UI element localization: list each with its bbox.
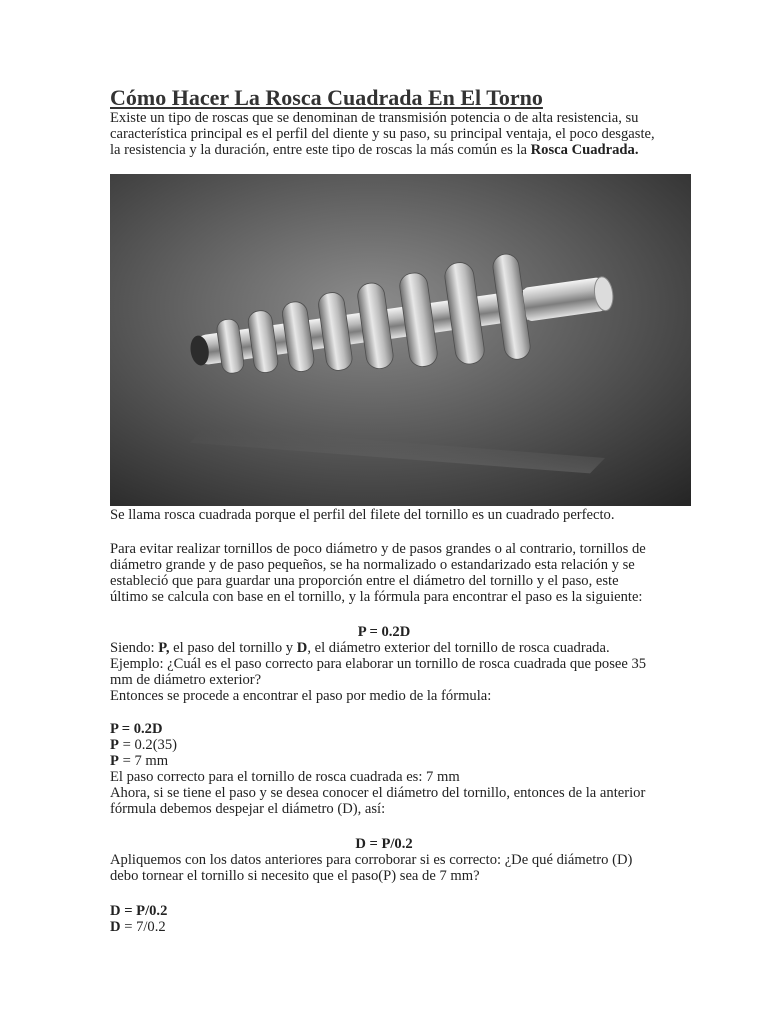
diameter-intro: Ahora, si se tiene el paso y se desea conocer el diámetro del tornillo, entonces de la anterior fórmula debemos despejar el diámetro (D), así: bbox=[110, 785, 646, 817]
calc1-line2-rest: = 0.2(35) bbox=[118, 737, 178, 753]
intro-bold-term: Rosca Cuadrada. bbox=[530, 142, 639, 158]
var-p-label: P, bbox=[158, 640, 170, 656]
calc1-line3-rest: = 7 mm bbox=[118, 753, 169, 769]
document-title: Cómo Hacer La Rosca Cuadrada En El Torno bbox=[110, 85, 543, 110]
calc2-line2-var: D bbox=[110, 919, 121, 935]
diameter-calculation bbox=[110, 903, 658, 935]
calc1-formula: P = 0.2D bbox=[110, 721, 163, 737]
calc1-line1 bbox=[110, 721, 658, 737]
calc1-line2 bbox=[110, 737, 658, 753]
apply-question: Apliquemos con los datos anteriores para corroborar si es correcto: ¿De qué diámetro (D) debo tornear el tornillo si necesito que el paso(P) sea de 7 mm? bbox=[110, 852, 633, 884]
pitch-formula-section bbox=[110, 624, 658, 704]
intro-text: Existe un tipo de roscas que se denominan de transmisión potencia o de alta resistencia, su característica principal es el perfil del diente y su paso, su principal ventaja, el poco desgaste, la resistencia y la duración, entre este tipo de roscas la más común es la bbox=[110, 110, 655, 158]
var-d-label: D bbox=[296, 640, 308, 656]
calc2-line2-rest: = 7/0.2 bbox=[120, 919, 166, 935]
intro-paragraph bbox=[110, 110, 658, 158]
siendo-mid: el paso del tornillo y bbox=[169, 640, 297, 656]
calc2-line2 bbox=[110, 919, 658, 935]
square-thread-screw-image bbox=[110, 174, 691, 506]
normalization-paragraph: Para evitar realizar tornillos de poco diámetro y de pasos grandes o al contrario, tornillos de diámetro grande y de paso pequeños, se ha normalizado o estandarizado esta relación y se estableció que para guardar una proporción entre el diámetro del tornillo y el paso, este último se calcula con base en el tornillo, y la fórmula para encontrar el paso es la siguiente: bbox=[110, 541, 646, 605]
calc1-line2-var: P bbox=[110, 737, 119, 753]
variables-definition bbox=[110, 640, 658, 656]
calc1-line3 bbox=[110, 753, 658, 769]
siendo-tail: , el diámetro exterior del tornillo de rosca cuadrada. bbox=[307, 640, 610, 656]
diameter-formula: D = P/0.2 bbox=[355, 836, 413, 852]
siendo-lead: Siendo: bbox=[110, 640, 159, 656]
pitch-result: El paso correcto para el tornillo de rosca cuadrada es: 7 mm bbox=[110, 769, 460, 785]
diameter-formula-section bbox=[110, 836, 658, 884]
example-question: Ejemplo: ¿Cuál es el paso correcto para elaborar un tornillo de rosca cuadrada que posee 35 mm de diámetro exterior? bbox=[110, 656, 647, 688]
then-procedure: Entonces se procede a encontrar el paso por medio de la fórmula: bbox=[110, 688, 492, 704]
pitch-formula: P = 0.2D bbox=[357, 624, 411, 640]
pitch-calculation bbox=[110, 721, 658, 817]
calc2-line1 bbox=[110, 903, 658, 919]
calc2-formula: D = P/0.2 bbox=[110, 903, 168, 919]
square-profile-paragraph: Se llama rosca cuadrada porque el perfil del filete del tornillo es un cuadrado perfecto. bbox=[110, 507, 615, 523]
calc1-line3-var: P bbox=[110, 753, 119, 769]
